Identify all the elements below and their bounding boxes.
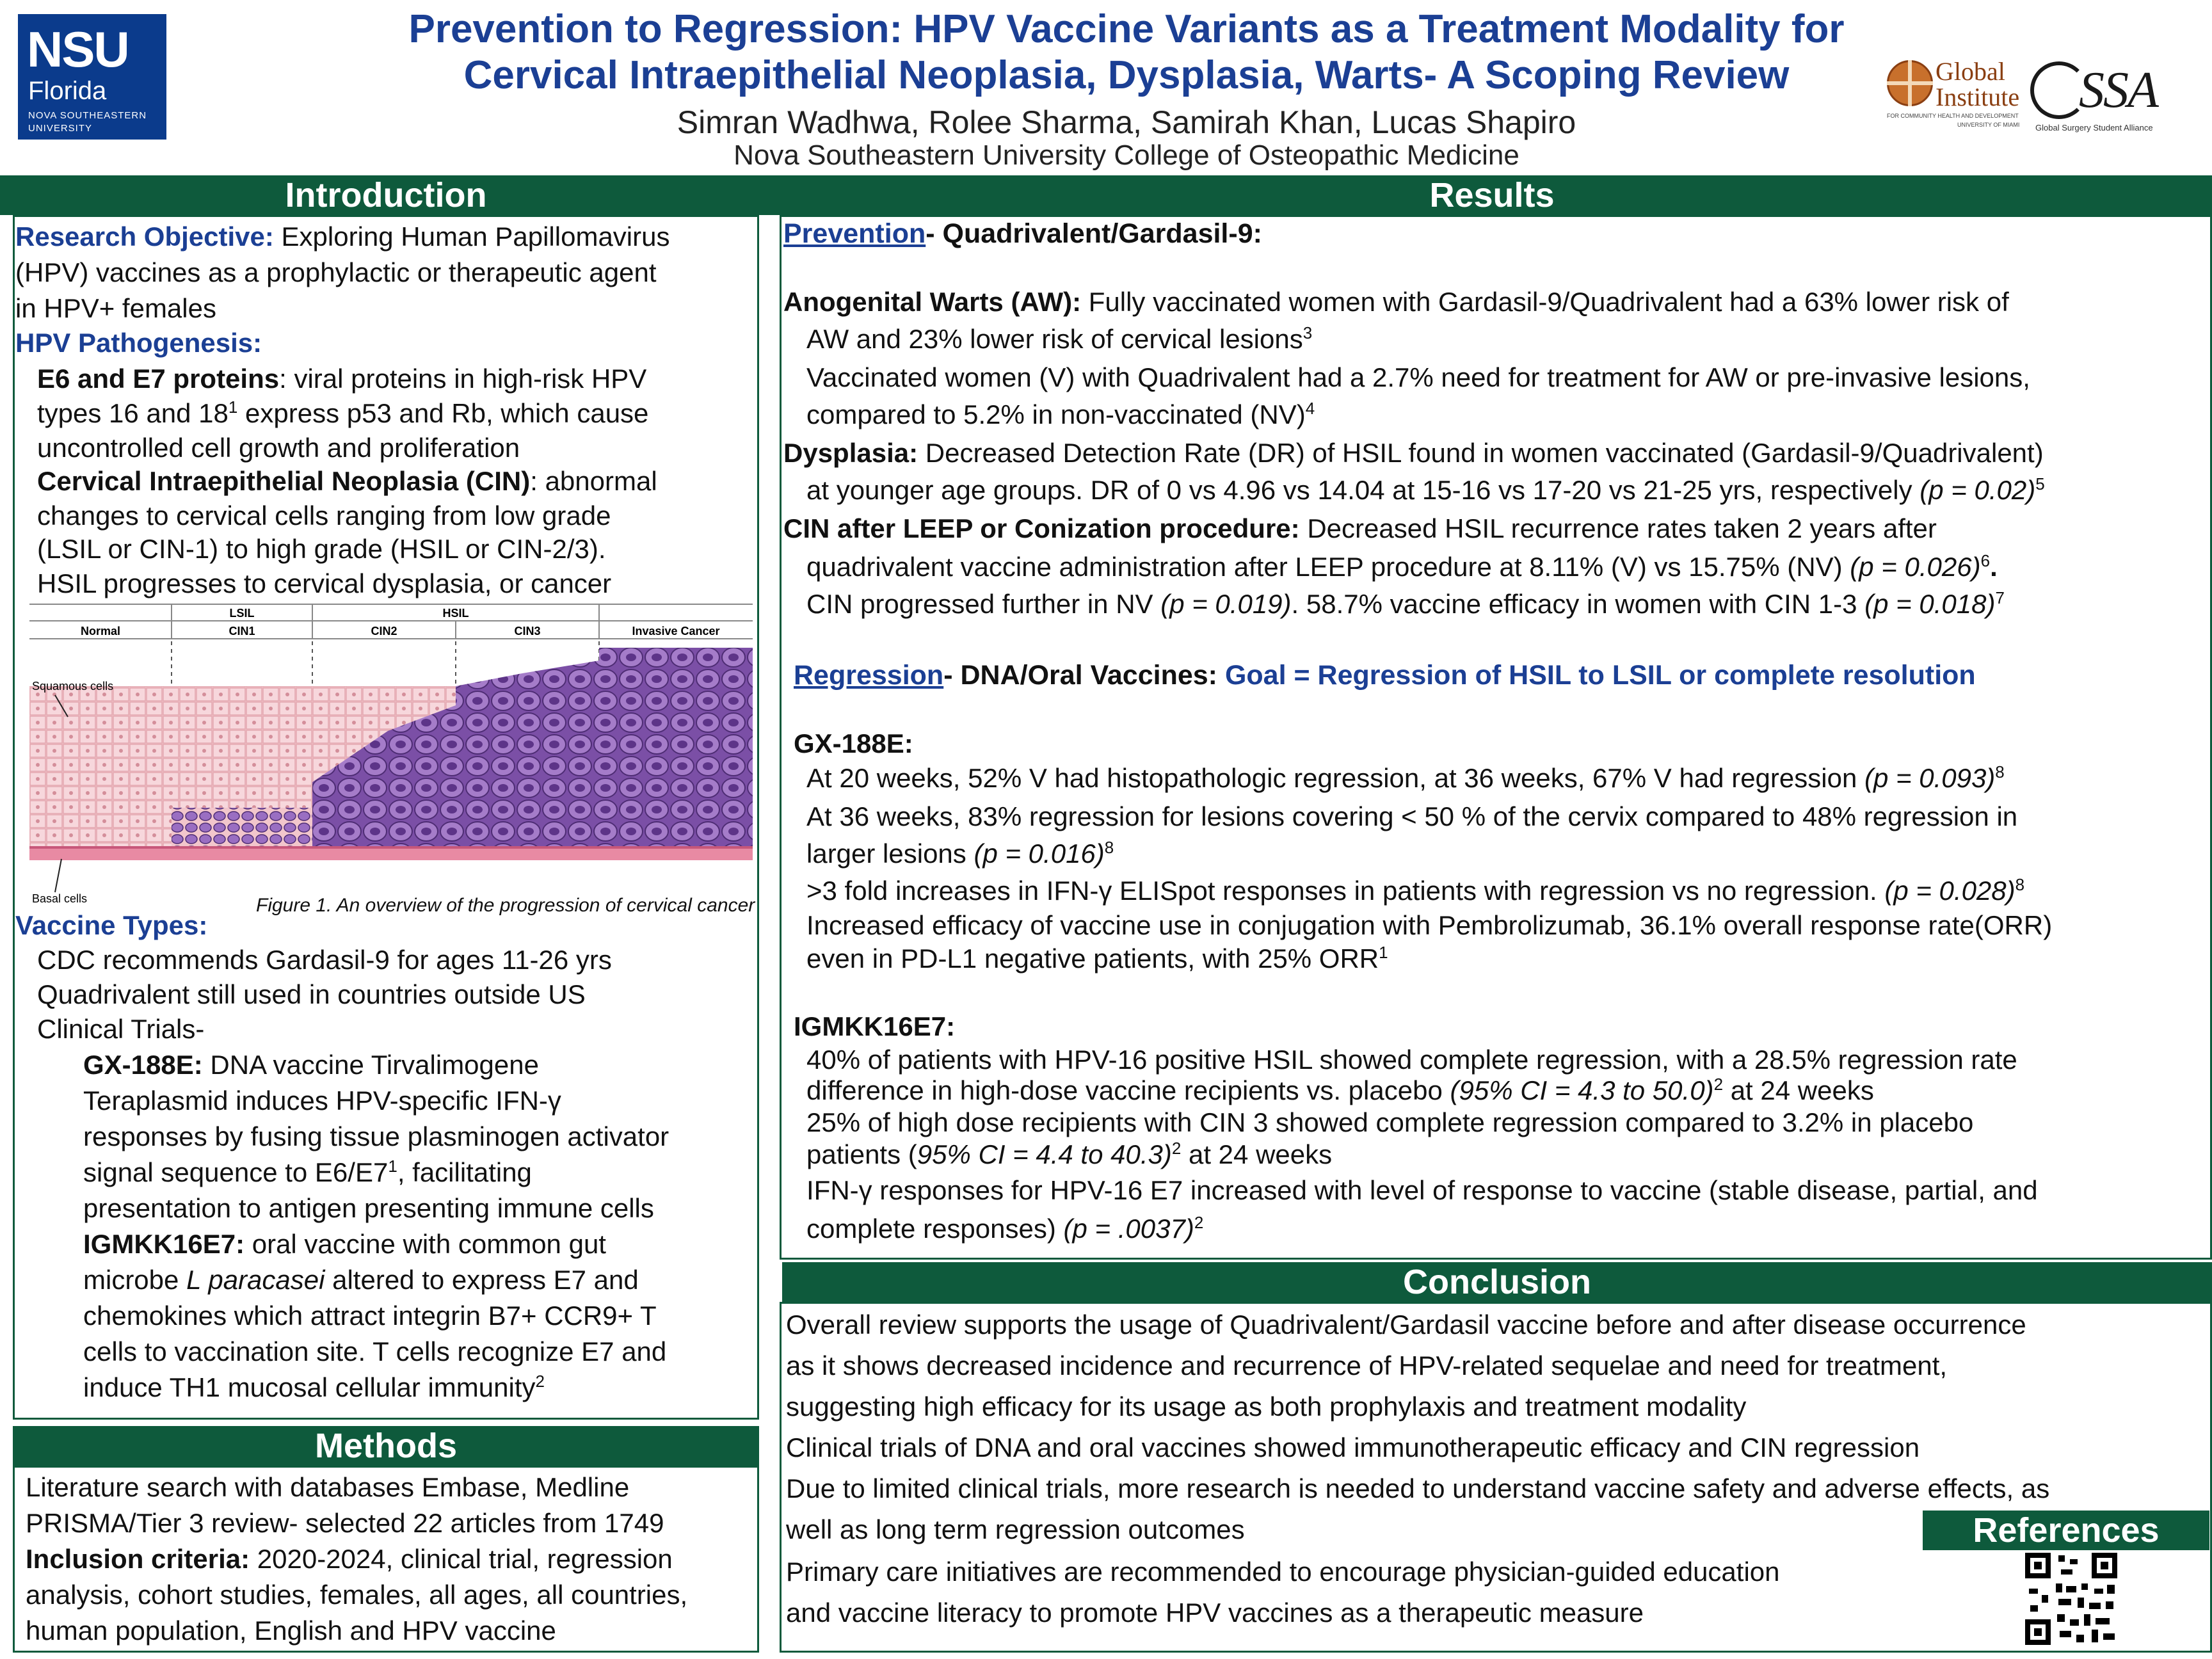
references-qr-code[interactable] [2025, 1553, 2117, 1645]
poster-title-line1: Prevention to Regression: HPV Vaccine Variants as a Treatment Modality for [408, 7, 1845, 51]
conclusion-line8: and vaccine literacy to promote HPV vaccines as a therapeutic measure [786, 1598, 1644, 1628]
intro-cin-line2: changes to cervical cells ranging from low grade [37, 501, 611, 531]
results-gx-line3: larger lesions (p = 0.016)$^8$ [806, 838, 1114, 869]
poster-header [0, 0, 2212, 174]
conclusion-banner: Conclusion [782, 1262, 2212, 1302]
results-aw-line2: AW and 23% lower risk of cervical lesions$^3$ [806, 323, 1313, 354]
results-cl-line1: CIN after LEEP or Conization procedure: Decreased HSIL recurrence rates taken 2 years after [783, 513, 1937, 543]
results-ig-line2: difference in high-dose vaccine recipients vs. placebo (95% CI = 4.3 to 50.0)$^2$ at 24 weeks [806, 1075, 1874, 1105]
intro-ig-line1: IGMKK16E7: oral vaccine with common gut [83, 1229, 606, 1259]
results-cl-line2: quadrivalent vaccine administration after LEEP procedure at 8.11% (V) vs 15.75% (NV) (p = 0.026)$^6$. [806, 551, 1998, 582]
methods-line5: human population, English and HPV vaccine [26, 1615, 556, 1646]
intro-cin-line1: Cervical Intraepithelial Neoplasia (CIN): abnormal [37, 466, 657, 496]
fig-hsil-label: HSIL [442, 607, 469, 620]
results-ig-heading: IGMKK16E7: [794, 1011, 956, 1041]
intro-gx-line5: presentation to antigen presenting immune cells [83, 1193, 654, 1223]
fig-cin1-label: CIN1 [228, 625, 255, 637]
gi-logo-line1: Global [1936, 57, 2005, 86]
conclusion-line2: as it shows decreased incidence and recurrence of HPV-related sequelae and need for treatment, [786, 1350, 1948, 1381]
fig-basal-label: Basal cells [32, 892, 88, 905]
poster-authors: Simran Wadhwa, Rolee Sharma, Samirah Khan, Lucas Shapiro [677, 104, 1576, 140]
results-aw-line4: compared to 5.2% in non-vaccinated (NV)$^4$ [806, 399, 1315, 429]
results-regression-heading: Regression- DNA/Oral Vaccines: Goal = Regression of HSIL to LSIL or complete resolution [794, 660, 1976, 691]
intro-vt-line2: Quadrivalent still used in countries outside US [37, 979, 586, 1009]
results-prevention-heading: Prevention- Quadrivalent/Gardasil-9: [783, 218, 1262, 249]
intro-gx-line4: signal sequence to $E6/E7^1$, facilitating [83, 1157, 532, 1187]
intro-e6-line2: types 16 and $18^1$ express p53 and Rb, which cause [37, 397, 649, 428]
methods-banner: Methods [13, 1426, 759, 1466]
results-gx-line6: even in PD-L1 negative patients, with 25% ORR$^1$ [806, 943, 1388, 974]
results-aw-line1: Anogenital Warts (AW): Fully vaccinated women with Gardasil-9/Quadrivalent had a 63% lower risk of [783, 287, 2009, 317]
intro-ro-line1: Research Objective: Exploring Human Papillomavirus [15, 221, 670, 252]
results-gx-line1: At 20 weeks, 52% V had histopathologic regression, at 36 weeks, 67% V had regression (p = 0.093)$^8$ [806, 762, 2005, 793]
results-gx-line4: >3 fold increases in IFN-γ ELISpot responses in patients with regression vs no regression. (p = 0.028)$^8$ [806, 875, 2025, 906]
intro-ig-line4: cells to vaccination site. T cells recognize E7 and [83, 1336, 667, 1366]
hpv-pathogenesis-heading: HPV Pathogenesis: [15, 328, 262, 358]
intro-e6-line1: E6 and E7 proteins: viral proteins in high-risk HPV [37, 364, 647, 394]
intro-cin-line4: HSIL progresses to cervical dysplasia, or cancer [37, 568, 612, 598]
methods-line3: Inclusion criteria: 2020-2024, clinical trial, regression [26, 1544, 673, 1574]
figure-caption: Figure 1. An overview of the progression of cervical cancer [256, 895, 755, 916]
intro-ig-line3: chemokines which attract integrin B7+ CCR9+ T [83, 1301, 657, 1331]
intro-gx-line1: GX-188E: DNA vaccine Tirvalimogene [83, 1050, 539, 1080]
gi-logo-line3: FOR COMMUNITY HEALTH AND DEVELOPMENT [1887, 113, 2019, 119]
references-banner: References [1923, 1511, 2209, 1550]
introduction-banner: Introduction [0, 175, 772, 215]
intro-ro-line3: in HPV+ females [15, 293, 216, 323]
poster-affiliation: Nova Southeastern University College of Osteopathic Medicine [733, 140, 1519, 171]
fig-invasive-label: Invasive Cancer [632, 625, 720, 637]
intro-vt-line3: Clinical Trials- [37, 1014, 205, 1044]
results-ig-line5: IFN-γ responses for HPV-16 E7 increased with level of response to vaccine (stable disease, partial, and [806, 1175, 2038, 1205]
results-dy-line2: at younger age groups. DR of 0 vs 4.96 vs 14.04 at 15-16 vs 17-20 vs 21-25 yrs, respectively (p = 0.02)$^5$ [806, 474, 2045, 505]
intro-gx-line2: Teraplasmid induces HPV-specific IFN-γ [83, 1086, 561, 1116]
conclusion-line6: well as long term regression outcomes [786, 1514, 1245, 1544]
gssa-logo-sub: Global Surgery Student Alliance [2035, 123, 2153, 132]
gi-logo-line2: Institute [1936, 83, 2020, 111]
results-ig-line4: patients (95% CI = 4.4 to 40.3)$^2$ at 24 weeks [806, 1139, 1333, 1169]
global-institute-logo [1887, 56, 2021, 133]
methods-line1: Literature search with databases Embase, Medline [26, 1472, 630, 1502]
conclusion-line5: Due to limited clinical trials, more research is needed to understand vaccine safety and adverse effects, as [786, 1473, 2050, 1503]
results-ig-line6: complete responses) (p = .0037)$^2$ [806, 1213, 1204, 1244]
gi-logo-line4: UNIVERSITY OF MIAMI [1957, 122, 2020, 128]
results-banner: Results [772, 175, 2212, 215]
intro-ro-line2: (HPV) vaccines as a prophylactic or therapeutic agent [15, 257, 657, 287]
results-gx-line5: Increased efficacy of vaccine use in conjugation with Pembrolizumab, 36.1% overall response rate(ORR) [806, 910, 2053, 940]
poster-title [192, 6, 2061, 99]
methods-line2: PRISMA/Tier 3 review- selected 22 articles from 1749 [26, 1508, 664, 1538]
nsu-logo-line2: UNIVERSITY [28, 123, 93, 134]
intro-ig-line2: microbe L paracasei altered to express E7 and [83, 1265, 639, 1295]
results-ig-line1: 40% of patients with HPV-16 positive HSIL showed complete regression, with a 28.5% regression rate [806, 1045, 2017, 1075]
fig-lsil-label: LSIL [229, 607, 255, 620]
fig-normal-label: Normal [80, 625, 121, 637]
intro-e6-line3: uncontrolled cell growth and proliferation [37, 433, 520, 463]
prevention-link[interactable]: Prevention [783, 218, 926, 249]
globe-icon [1887, 60, 1933, 106]
gssa-logo-mark: SSA [2079, 62, 2158, 118]
intro-vt-line1: CDC recommends Gardasil-9 for ages 11-26 yrs [37, 945, 612, 975]
results-cl-line3: CIN progressed further in NV (p = 0.019). 58.7% vaccine efficacy in women with CIN 1-3 (p = 0.018)$^7$ [806, 588, 2005, 619]
research-objective-label: Research Objective: [15, 221, 274, 252]
intro-ig-line5: induce TH1 mucosal cellular immunity$^2$ [83, 1372, 545, 1402]
conclusion-line4: Clinical trials of DNA and oral vaccines showed immunotherapeutic efficacy and CIN regression [786, 1432, 1920, 1463]
results-aw-line3: Vaccinated women (V) with Quadrivalent had a 2.7% need for treatment for AW or pre-invasive lesions, [806, 362, 2030, 392]
vaccine-types-heading: Vaccine Types: [15, 910, 208, 940]
nsu-logo-sub: Florida [28, 77, 107, 105]
conclusion-line3: suggesting high efficacy for its usage as both prophylaxis and treatment modality [786, 1391, 1747, 1422]
results-dy-line1: Dysplasia: Decreased Detection Rate (DR) of HSIL found in women vaccinated (Gardasil-9/Quadrivalent) [783, 438, 2044, 468]
fig-cin2-label: CIN2 [371, 625, 397, 637]
nsu-logo-line1: NOVA SOUTHEASTERN [28, 110, 147, 121]
cervical-progression-figure [29, 603, 753, 913]
conclusion-line7: Primary care initiatives are recommended to encourage physician-guided education [786, 1557, 1780, 1587]
results-gx-heading: GX-188E: [794, 728, 913, 758]
conclusion-line1: Overall review supports the usage of Quadrivalent/Gardasil vaccine before and after disease occurrence [786, 1310, 2026, 1340]
gssa-logo [2030, 61, 2197, 136]
poster-title-line2: Cervical Intraepithelial Neoplasia, Dysplasia, Warts- A Scoping Review [463, 53, 1790, 97]
intro-cin-line3: (LSIL or CIN-1) to high grade (HSIL or CIN-2/3). [37, 534, 606, 564]
nsu-logo-mark: NSU [27, 21, 129, 77]
fig-cin3-label: CIN3 [514, 625, 541, 637]
results-ig-line3: 25% of high dose recipients with CIN 3 showed complete regression compared to 3.2% in placebo [806, 1107, 1974, 1137]
regression-link[interactable]: Regression [794, 660, 944, 691]
nsu-florida-logo [18, 14, 166, 140]
methods-line4: analysis, cohort studies, females, all ages, all countries, [26, 1580, 688, 1610]
results-gx-line2: At 36 weeks, 83% regression for lesions covering < 50 % of the cervix compared to 48% regression in [806, 801, 2018, 831]
fig-squamous-label: Squamous cells [32, 680, 114, 693]
intro-gx-line3: responses by fusing tissue plasminogen activator [83, 1121, 669, 1151]
